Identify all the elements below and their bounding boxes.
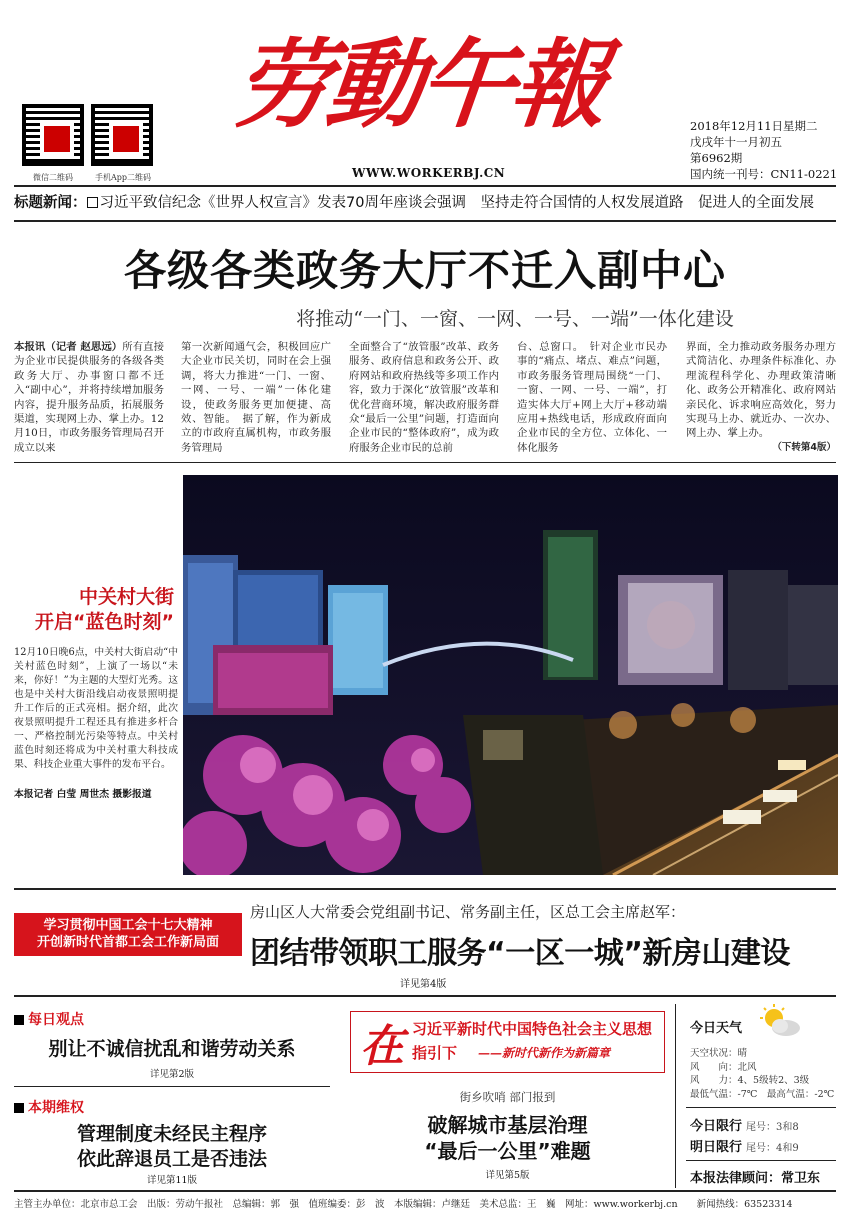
today-traffic-limit [690, 1115, 799, 1134]
masthead-divider [14, 185, 836, 187]
rights-headline[interactable] [14, 1122, 330, 1172]
rights-tag-label: 本期维权 [28, 1100, 84, 1116]
banner-line-2: 开创新时代首都工会工作新局面 [36, 935, 219, 950]
lead-column-1 [14, 340, 164, 455]
site-url[interactable]: WWW.WORKERBJ.CN [352, 166, 506, 180]
viewpoint-tag [14, 1009, 84, 1029]
weather-divider [686, 1107, 836, 1108]
footer-divider [14, 1190, 836, 1192]
lead-headline[interactable]: 各级各类政务大厅不迁入副中心 [123, 246, 726, 295]
viewpoint-headline[interactable]: 别让不诚信扰乱和谐劳动关系 [48, 1038, 296, 1060]
series-title-line-2: 指引下 [412, 1044, 458, 1062]
newspaper-logo: 劳動午報 [229, 28, 609, 141]
issue-cn-number: 国内统一刊号：CN11-0221 [690, 167, 838, 181]
rights-headline-1: 管理制度未经民主程序 [76, 1123, 267, 1145]
footer-credits: 主管主办单位：北京市总工会 出版：劳动午报社 总编辑：郭 强 值班编委：彭 波 本版编辑：卢继廷 美术总监：王 巍 网址：www.workerbj.cn 新闻热线：63523314 [14, 1199, 793, 1210]
issue-number: 第6962期 [690, 151, 743, 165]
weather-temperatures: 最低气温：-7℃ 最高气温：-2℃ [690, 1088, 835, 1100]
legal-advisor: 本报法律顾问：常卫东 [690, 1171, 821, 1186]
street-kicker: 街乡吹哨 部门报到 [459, 1090, 556, 1104]
today-limit-label: 今日限行 [690, 1119, 743, 1134]
headline-news-link[interactable]: 习近平致信纪念《世界人权宣言》发表70周年座谈会强调 坚持走符合国情的人权发展道路 促进人的全面发展 [99, 195, 814, 211]
weather-wind-force: 风 力：4、5级转2、3级 [690, 1075, 810, 1086]
special-divider [14, 995, 836, 997]
tomorrow-limit-label: 明日限行 [690, 1140, 743, 1155]
today-limit-value: 尾号：3和8 [746, 1122, 799, 1133]
lead-column-2: 第一次新闻通气会，积极回应广大企业市民关切，同时在会上强调，将大力推进“一门、一窗、一网、一号、一端”一体化建设，使政务服务更加便捷、高效、智能。 据了解，作为新成立的市政府直属机构，市政务服务管理局 [181, 341, 331, 454]
rights-see-page[interactable]: 详见第11版 [146, 1175, 198, 1186]
right-column-divider [675, 1004, 676, 1188]
headline-news-bar [0, 190, 850, 216]
issue-info [690, 118, 837, 182]
series-slogan: ——新时代新作为新篇章 [478, 1046, 611, 1060]
square-bullet-icon [14, 1103, 24, 1113]
partly-cloudy-icon [756, 1004, 802, 1038]
lead-col1-text: 所有直接为企业市民提供服务的各级各类政务大厅、办事窗口都不迁入“副中心”，并将持续增加服务内容，提升服务品质，拓展服务渠道，实现网上办、掌上办。12月10日，市政务服务管理局召开成立以来 [14, 341, 165, 454]
special-headline[interactable]: 团结带领职工服务“一区一城”新房山建设 [250, 936, 790, 971]
qr-caption-app: 手机App二维码 [95, 173, 152, 182]
headline-news-label: 标题新闻： [14, 195, 87, 211]
square-bullet-icon [14, 1015, 24, 1025]
left-divider [14, 1086, 330, 1087]
weather-details [690, 1047, 840, 1101]
lead-column-4: 台、总窗口。 针对企业市民办事的“痛点、堵点、难点”问题，市政务服务管理局围绕“一门、一窗、一网、一号、一端”，打造实体大厅+网上大厅+移动端应用+热线电话，形成政府面向企业市民的全方位、立体化、一体化服务 [517, 341, 667, 454]
special-section-banner[interactable] [14, 913, 242, 956]
photo-story-credit: 本报记者 白莹 周世杰 摄影报道 [14, 789, 152, 800]
issue-lunar-date: 戊戌年十一月初五 [690, 135, 782, 149]
photo-story-headline-1: 中关村大街 [78, 586, 174, 608]
lead-divider [14, 462, 836, 463]
headline-bar-divider [14, 220, 836, 222]
lead-column-5 [686, 340, 836, 455]
lead-column-3: 全面整合了“放管服”改革、政务服务、政府信息和政务公开、政府网站和政府热线等多项工作内容，致力于深化“放管服”改革和优化营商环境，解决政府服务群众“最后一公里”问题，打造面向企业市民的“整体政府”，成为政府服务企业市民的总前 [349, 341, 499, 454]
lead-byline: 本报讯（记者 赵思远） [14, 341, 123, 353]
viewpoint-see-page[interactable]: 详见第2版 [149, 1069, 195, 1080]
qr-caption-wechat: 微信二维码 [33, 173, 73, 182]
weather-wind-direction: 风 向：北风 [690, 1061, 757, 1073]
photo-divider [14, 888, 836, 890]
tomorrow-limit-value: 尾号：4和9 [746, 1143, 799, 1154]
series-title-line-1: 习近平新时代中国特色社会主义思想 [412, 1020, 653, 1038]
qr-code-app[interactable] [91, 104, 153, 166]
photo-story-headline-2: 开启“蓝色时刻” [35, 611, 174, 633]
viewpoint-tag-label: 每日观点 [28, 1012, 84, 1028]
banner-line-1: 学习贯彻中国工会十七大精神 [43, 918, 213, 933]
photo-story-body: 12月10日晚6点，中关村大街启动“中关村蓝色时刻”，上演了一场以“未来，你好！”为主题的大型灯光秀。这也是中关村大街沿线启动夜景照明提升工作后的正式亮相。据介绍，此次夜景照明提升工程还具有推进多杆合一、严格控制光污染等特点。中关村蓝色时刻还将成为中关村重大科技成果、科技企业重大事件的发布平台。 [14, 647, 178, 770]
issue-date: 2018年12月11日星期二 [690, 119, 818, 133]
limits-divider [686, 1160, 836, 1161]
tomorrow-traffic-limit [690, 1136, 799, 1155]
street-see-page[interactable]: 详见第5版 [485, 1170, 530, 1181]
special-see-page[interactable]: 详见第4版 [400, 979, 447, 990]
lead-continued-note[interactable]: （下转第4版） [772, 441, 836, 453]
qr-code-wechat[interactable] [22, 104, 84, 166]
street-headline[interactable] [350, 1112, 665, 1164]
checkbox-icon [87, 197, 98, 208]
photo-story-headline[interactable] [14, 585, 174, 635]
lead-subheadline: 将推动“一门、一窗、一网、一号、一端”一体化建设 [296, 308, 734, 330]
weather-sky: 天空状况：晴 [690, 1048, 748, 1059]
street-headline-2: “最后一公里”难题 [424, 1139, 591, 1163]
street-headline-1: 破解城市基层治理 [427, 1113, 588, 1137]
special-kicker: 房山区人大常委会党组副书记、常务副主任，区总工会主席赵军： [250, 903, 686, 921]
rights-headline-2: 依此辞退员工是否违法 [76, 1148, 267, 1170]
weather-title: 今日天气 [690, 1021, 743, 1036]
lead-col5-text: 界面，全力推动政务服务办理方式简洁化、办理条件标准化、办理流程科学化、办理政策清晰化、政务公开精准化、政府网站亲民化、诉求响应高效化，努力实现马上办、就近办、一次办、网上办、掌上办。 [686, 341, 836, 440]
night-cityscape-image[interactable] [183, 475, 838, 875]
series-zai-character: 在 [360, 1021, 404, 1072]
rights-tag [14, 1097, 84, 1117]
